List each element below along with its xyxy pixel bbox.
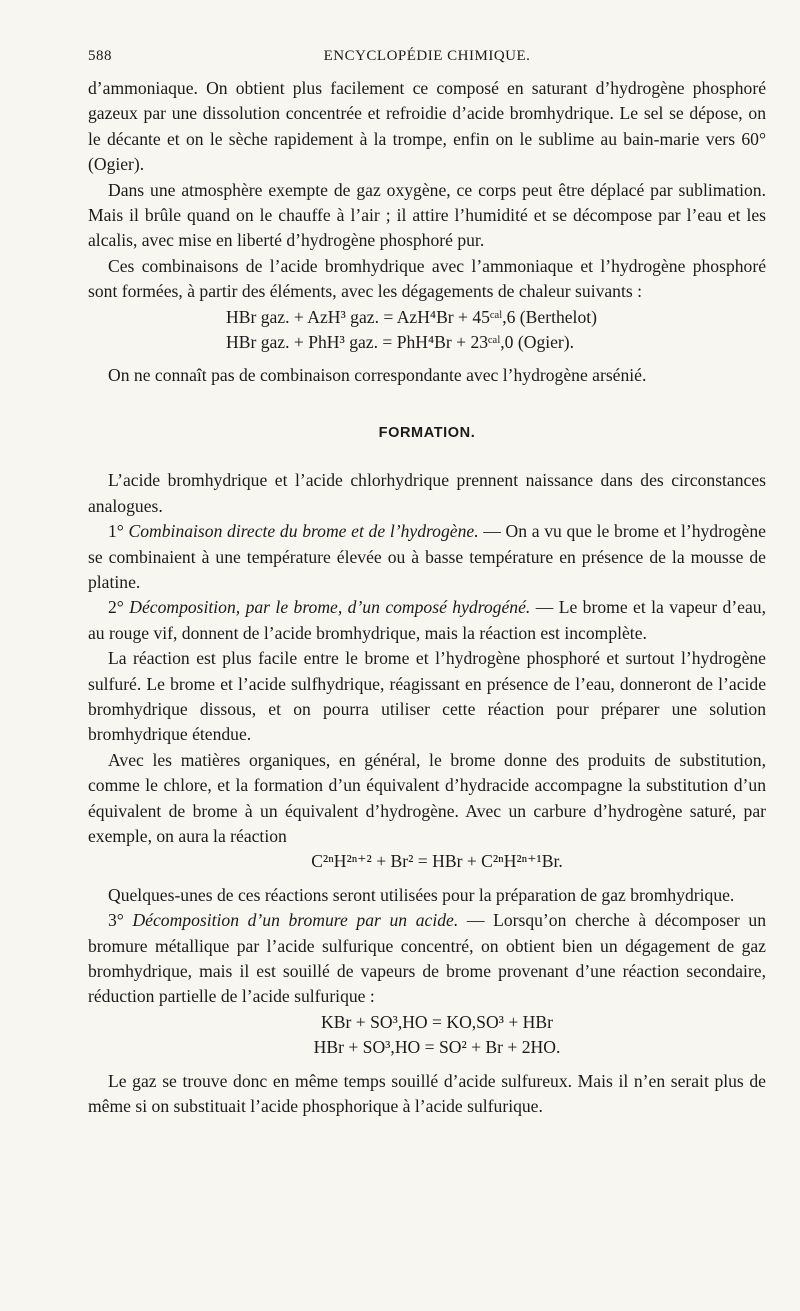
page-number: 588 (88, 48, 112, 64)
paragraph: Le gaz se trouve donc en même temps souillé d’acide sulfureux. Mais il n’en serait plus de même si on substituait l’acide phosphorique à l’acide sulfurique. (88, 1070, 766, 1117)
equation: C²ⁿH²ⁿ⁺² + Br² = HBr + C²ⁿH²ⁿ⁺¹Br. (311, 851, 563, 872)
paragraph (88, 595, 766, 646)
paragraph: d’ammoniaque. On obtient plus facilement ce composé en saturant d’hydrogène phosphoré gazeux par une dissolution concentrée et refroidie d’acide bromhydrique. Le sel se dépose, on le décante et on le sèche rapidement à la trompe, enfin on le sublime au bain-marie vers 60° (Ogier). (88, 78, 766, 175)
paragraph: Quelques-unes de ces réactions seront utilisées pour la préparation de gaz bromhydrique. (108, 884, 735, 905)
item-text: — Le brome et la vapeur d’eau, au rouge vif, donnent de l’acide bromhydrique, mais la réaction est incomplète. (88, 597, 766, 643)
item-number: 3° (108, 910, 133, 931)
equation: HBr gaz. + AzH³ gaz. = AzH⁴Br + 45ᶜᵃˡ,6 (Berthelot) (226, 306, 597, 327)
item-number: 2° (108, 597, 130, 618)
item-text: — On a vu que le brome et l’hydrogène se combinaient à une température élevée ou à basse température en présence de la mousse de platine. (88, 521, 766, 592)
paragraph: On ne connaît pas de combinaison correspondante avec l’hydrogène arsénié. (108, 365, 647, 386)
item-heading: Combinaison directe du brome et de l’hydrogène. (128, 521, 479, 542)
item-heading: Décomposition, par le brome, d’un composé hydrogéné. (129, 597, 531, 618)
item-text: — Lorsqu’on cherche à décomposer un bromure métallique par l’acide sulfurique concentré, on obtient bien un dégagement de gaz bromhydrique, mais il est souillé de vapeurs de brome provenant d’une réaction secondaire, réduction partielle de l’acide sulfurique : (88, 910, 767, 1007)
page-header (88, 48, 766, 72)
running-title: ENCYCLOPÉDIE CHIMIQUE. (323, 48, 531, 64)
paragraph: Ces combinaisons de l’acide bromhydrique avec l’ammoniaque et l’hydrogène phosphoré sont formées, à partir des éléments, avec les dégagements de chaleur suivants : (88, 255, 766, 302)
item-number: 1° (108, 521, 129, 542)
section-title: FORMATION. (378, 424, 476, 441)
equation: HBr gaz. + PhH³ gaz. = PhH⁴Br + 23ᶜᵃˡ,0 (Ogier). (226, 332, 575, 353)
paragraph (88, 908, 766, 1010)
equation: HBr + SO³,HO = SO² + Br + 2HO. (313, 1037, 561, 1058)
body-text (88, 76, 766, 1119)
paragraph: La réaction est plus facile entre le brome et l’hydrogène phosphoré et surtout l’hydrogène sulfuré. Le brome et l’acide sulfhydrique, réagissant en présence de l’eau, donneront de l’acide bromhydrique dissous, et on pourra utiliser cette réaction pour préparer une solution bromhydrique étendue. (88, 648, 766, 745)
paragraph: Avec les matières organiques, en général, le brome donne des produits de substitution, comme le chlore, et la formation d’un équivalent d’hydracide accompagne la substitution d’un équivalent de brome à un équivalent d’hydrogène. Avec un carbure d’hydrogène saturé, par exemple, on aura la réaction (88, 749, 766, 846)
equation: KBr + SO³,HO = KO,SO³ + HBr (321, 1011, 553, 1032)
paragraph (88, 519, 766, 595)
item-heading: Décomposition d’un bromure par un acide. (132, 910, 459, 931)
paragraph: L’acide bromhydrique et l’acide chlorhydrique prennent naissance dans des circonstances analogues. (88, 470, 766, 516)
paragraph: Dans une atmosphère exempte de gaz oxygène, ce corps peut être déplacé par sublimation. Mais il brûle quand on le chauffe à l’air ; il attire l’humidité et se décompose par l’eau et les alcalis, avec mise en liberté d’hydrogène phosphoré pur. (88, 179, 766, 251)
